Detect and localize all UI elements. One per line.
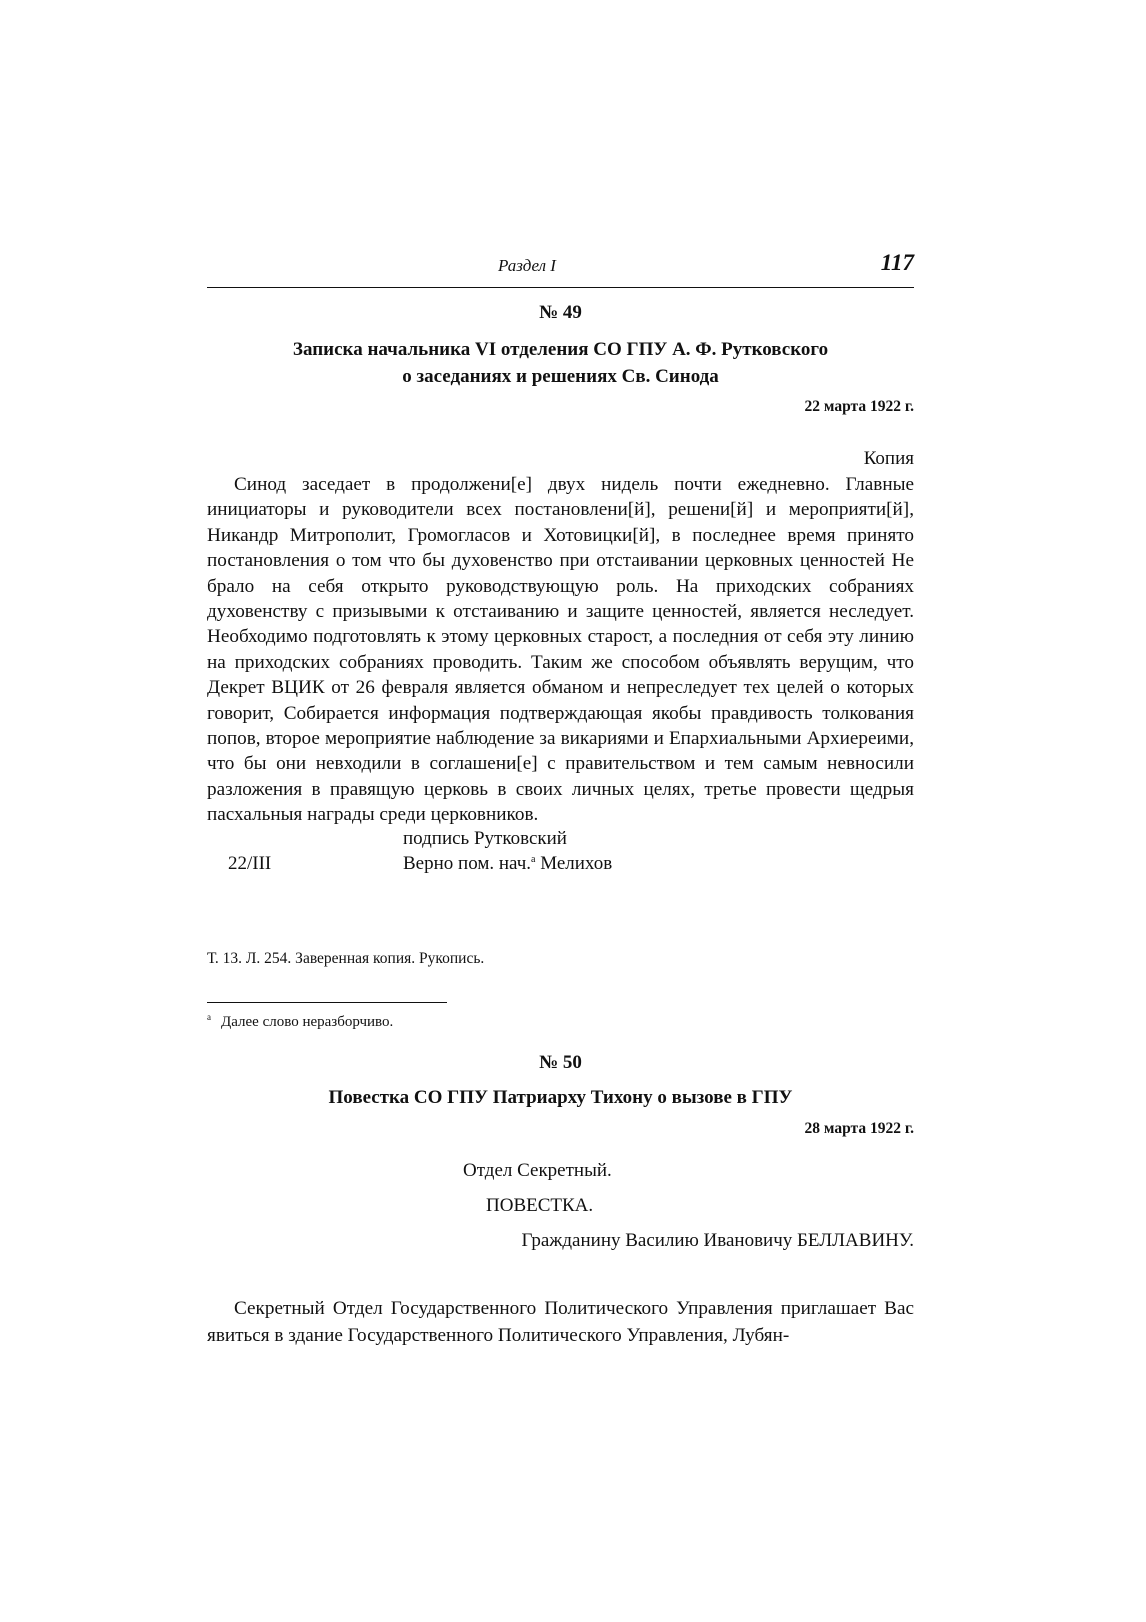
page-number: 117	[880, 250, 914, 275]
notice-heading: ПОВЕСТКА.	[486, 1195, 594, 1216]
doc49-body	[207, 472, 914, 828]
verification-line	[403, 853, 612, 875]
doc49-title-line2: о заседаниях и решениях Св. Синода	[402, 366, 719, 387]
doc50-number: № 50	[539, 1052, 582, 1073]
footnote-reference: а	[531, 854, 536, 865]
doc49-number: № 49	[539, 302, 582, 323]
doc50-body-paragraph: Секретный Отдел Государственного Политического Управления приглашает Вас явиться в здание Государственного Политического Управления, Лубян-	[207, 1298, 914, 1346]
copy-mark: Копия	[863, 448, 914, 469]
doc50-body	[207, 1295, 914, 1349]
footnote	[207, 1012, 393, 1031]
doc50-date: 28 марта 1922 г.	[804, 1120, 914, 1137]
footnote-mark: а	[207, 1012, 211, 1022]
section-label: Раздел I	[498, 256, 556, 275]
verified-name: Мелихов	[535, 853, 613, 874]
verified-text: Верно пом. нач.	[403, 853, 531, 874]
doc49-title-line1: Записка начальника VI отделения СО ГПУ А. Ф. Рутковского	[292, 339, 829, 360]
archival-source-note: Т. 13. Л. 254. Заверенная копия. Рукопись.	[207, 950, 485, 967]
signature-line: подпись Рутковский	[403, 828, 567, 849]
header-divider	[207, 287, 914, 288]
footnote-divider	[207, 1002, 447, 1003]
doc49-body-paragraph: Синод заседает в продолжени[е] двух нидель почти ежедневно. Главные инициаторы и руководители всех постановлени[й], решени[й] и мероприяти[й], Никандр Митрополит, Громогласов и Хотовицки[й], в последнее время принято постановления о том что бы духовенство при отстаивании церковных ценностей Не брало на себя открыто руководствующую роль. На приходских собраниях духовенству с призывыми к отстаиванию и защите ценностей, является неследует. Необходимо подготовлять к этому церковных старост, а последния от себя эту линию на приходских собраниях проводить. Таким же способом объявлять верущим, что Декрет ВЦИК от 26 февраля является обманом и непреследует тех целей о которых говорит, Собирается информация подтверждающая якобы правдивость толкования попов, второе мероприятие наблюдение за викариями и Епархиальными Архиереими, что бы они невходили в соглашени[е] с правительством и тем самым невносили разложения в правящую церковь в своих личных целях, третье провести щедрыя пасхальныя награды среди церковников.	[207, 474, 914, 826]
doc49-date: 22 марта 1922 г.	[804, 398, 914, 415]
doc50-title: Повестка СО ГПУ Патриарху Тихону о вызове в ГПУ	[328, 1087, 793, 1108]
addressee-line: Гражданину Василию Ивановичу БЕЛЛАВИНУ.	[521, 1230, 914, 1251]
doc49-short-date: 22/III	[228, 853, 272, 874]
footnote-text: Далее слово неразборчиво.	[221, 1014, 394, 1030]
running-header	[207, 250, 914, 284]
department-label: Отдел Секретный.	[463, 1160, 612, 1181]
